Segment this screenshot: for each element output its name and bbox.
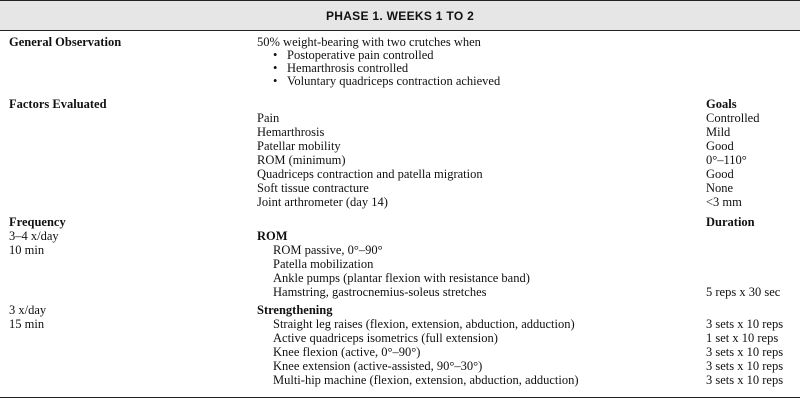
factor-goal: Controlled xyxy=(706,111,760,125)
strengthening-item: Multi-hip machine (flexion, extension, abduction, adduction) xyxy=(273,373,579,387)
strengthening-time: 15 min xyxy=(9,317,45,331)
strengthening-item: Knee flexion (active, 0°–90°) xyxy=(273,345,421,359)
rom-item: Hamstring, gastrocnemius-soleus stretches xyxy=(273,285,487,299)
strengthening-frequency: 3 x/day xyxy=(9,303,47,317)
rom-time: 10 min xyxy=(9,243,45,257)
rom-item: Patella mobilization xyxy=(273,257,374,271)
factor-name: Pain xyxy=(257,111,280,125)
factor-name: Joint arthrometer (day 14) xyxy=(257,195,388,209)
factor-goal: Mild xyxy=(706,125,731,139)
rom-item: ROM passive, 0°–90° xyxy=(273,243,383,257)
factor-goal: 0°–110° xyxy=(706,153,747,167)
strengthening-item: Straight leg raises (flexion, extension, abduction, adduction) xyxy=(273,317,575,331)
strengthening-item-duration: 1 set x 10 reps xyxy=(706,331,779,345)
factor-goal: <3 mm xyxy=(706,195,742,209)
factors-evaluated-label: Factors Evaluated xyxy=(9,97,107,111)
factor-goal: Good xyxy=(706,167,734,181)
rom-heading: ROM xyxy=(257,229,288,243)
strengthening-heading: Strengthening xyxy=(257,303,333,317)
factor-name: Quadriceps contraction and patella migration xyxy=(257,167,483,181)
observation-bullet: • Postoperative pain controlled xyxy=(287,48,434,62)
rom-item: Ankle pumps (plantar flexion with resistance band) xyxy=(273,271,530,285)
strengthening-item-duration: 3 sets x 10 reps xyxy=(706,359,784,373)
factor-name: Patellar mobility xyxy=(257,139,341,153)
table-title: PHASE 1. WEEKS 1 TO 2 xyxy=(325,8,475,23)
general-observation-intro: 50% weight-bearing with two crutches when xyxy=(257,35,481,49)
strengthening-item-duration: 3 sets x 10 reps xyxy=(706,317,784,331)
general-observation-label: General Observation xyxy=(9,35,122,49)
factor-goal: None xyxy=(706,181,734,195)
strengthening-item: Knee extension (active-assisted, 90°–30°) xyxy=(273,359,483,373)
table-header xyxy=(0,0,800,31)
frequency-label: Frequency xyxy=(9,215,66,229)
strengthening-item-duration: 3 sets x 10 reps xyxy=(706,373,784,387)
strengthening-item: Active quadriceps isometrics (full extension) xyxy=(273,331,498,345)
duration-label: Duration xyxy=(706,215,755,229)
rom-item-duration: 5 reps x 30 sec xyxy=(706,285,781,299)
factor-name: Hemarthrosis xyxy=(257,125,325,139)
factor-name: Soft tissue contracture xyxy=(257,181,369,195)
factor-name: ROM (minimum) xyxy=(257,153,346,167)
table-bottom-rule xyxy=(0,397,800,398)
observation-bullet: • Hemarthrosis controlled xyxy=(287,61,408,75)
goals-label: Goals xyxy=(706,97,737,111)
observation-bullet: • Voluntary quadriceps contraction achieved xyxy=(287,74,500,88)
rom-frequency: 3–4 x/day xyxy=(9,229,59,243)
factor-goal: Good xyxy=(706,139,734,153)
strengthening-item-duration: 3 sets x 10 reps xyxy=(706,345,784,359)
